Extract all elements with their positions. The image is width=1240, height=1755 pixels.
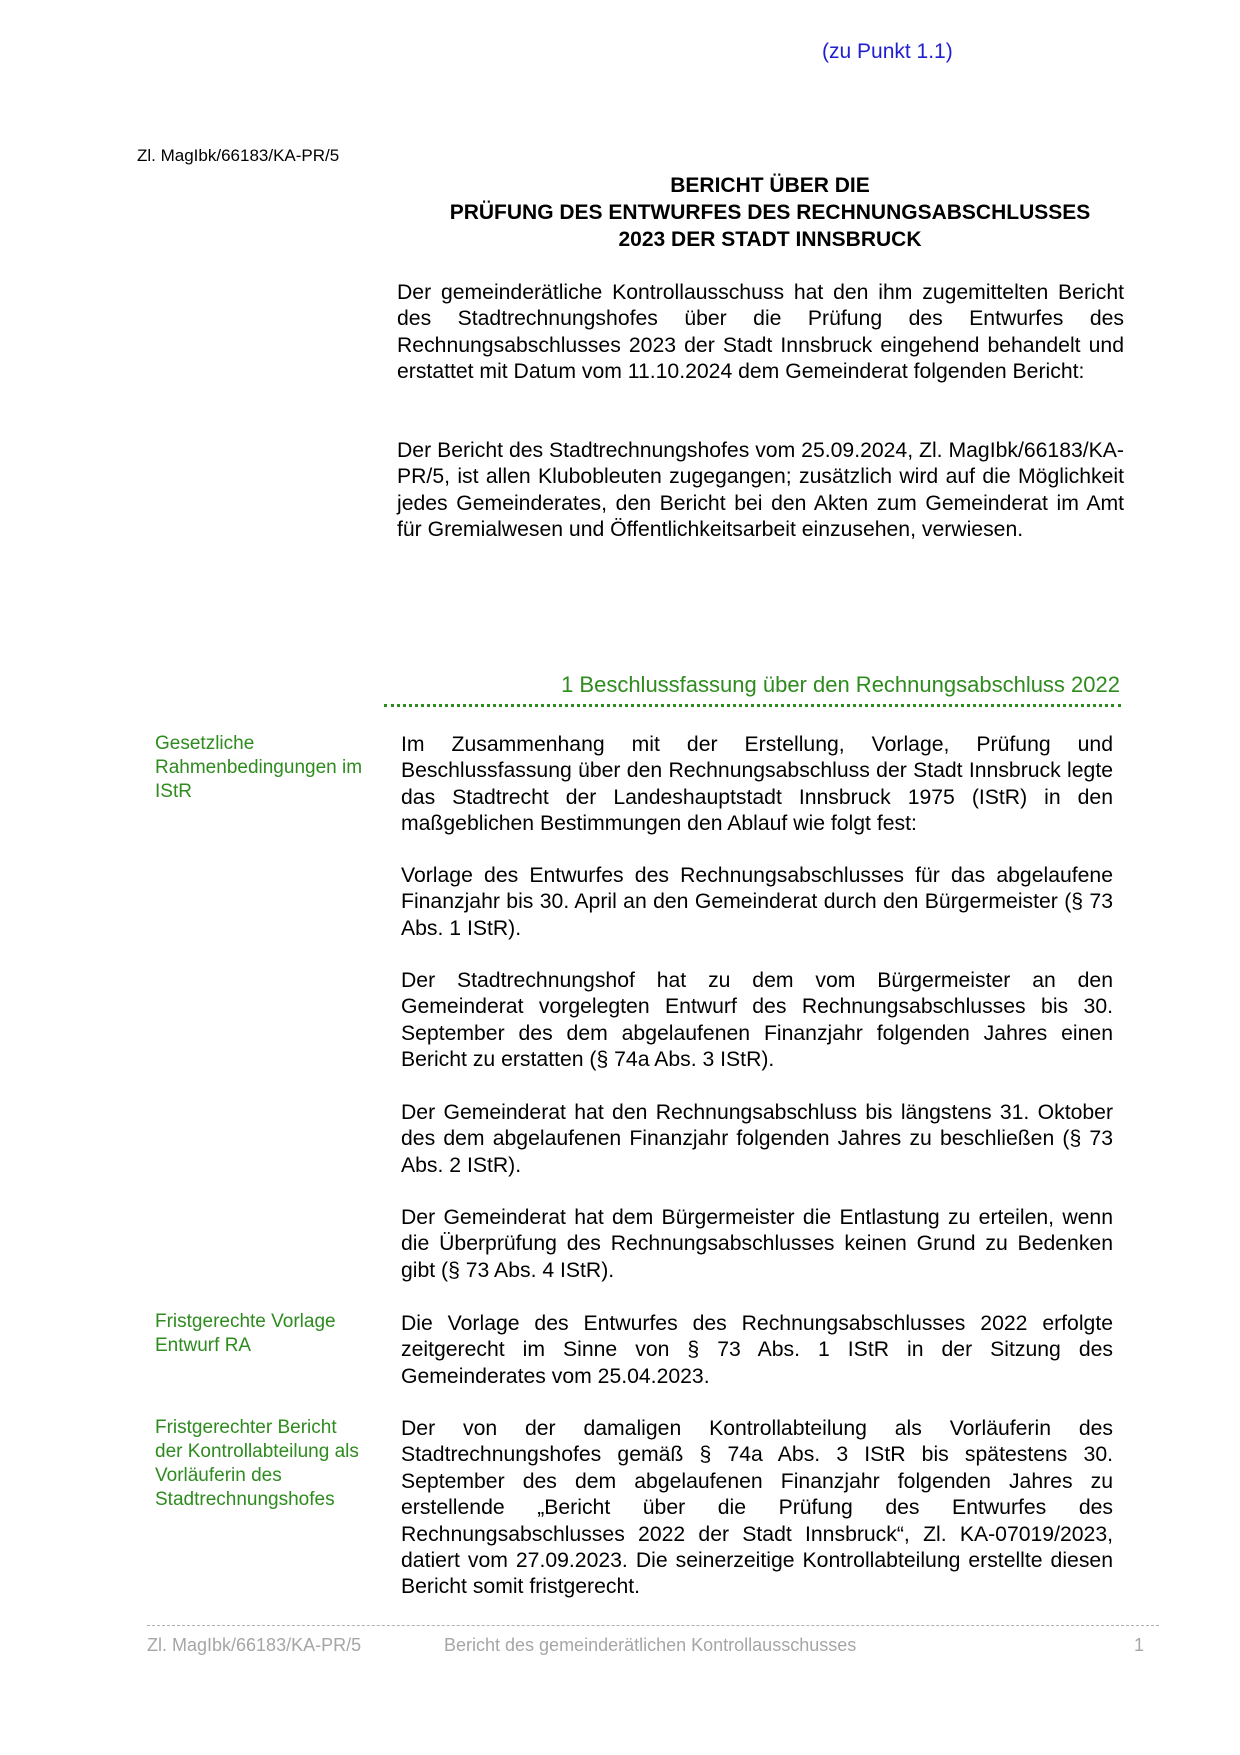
document-title — [400, 172, 1140, 253]
margin-note-legal-framework: Gesetzliche Rahmenbedingungen im IStR — [155, 733, 363, 802]
file-reference: Zl. MagIbk/66183/KA-PR/5 — [137, 146, 340, 165]
body-paragraph: Der von der damaligen Kontrollabteilung als Vorläuferin des Stadtrechnungshofes gemäß § 74a Abs. 3 IStR bis spätestens 30. September des dem abgelaufenen Finanzjahr folgenden Jahres zu erstellende „Bericht über die Prüfung des Entwurfes des Rechnungsabschlusses 2022 der Stadt Innsbruck“, Zl. KA-07019/2023, datiert vom 27.09.2023. Die seinerzeitige Kontrollabteilung erstellte diesen Bericht somit fristgerecht. — [401, 1417, 1113, 1599]
title-line-3: 2023 DER STADT INNSBRUCK — [618, 228, 922, 251]
footer-divider — [147, 1625, 1159, 1626]
title-line-1: BERICHT ÜBER DIE — [670, 174, 870, 197]
title-line-2: PRÜFUNG DES ENTWURFES DES RECHNUNGSABSCHLUSSES — [449, 201, 1091, 224]
section-divider — [384, 704, 1121, 707]
margin-note-timely-report: Fristgerechter Bericht der Kontrollabteilung als Vorläuferin des Stadtrechnungshofes — [155, 1417, 359, 1510]
agenda-reference: (zu Punkt 1.1) — [822, 40, 953, 63]
body-paragraph: Im Zusammenhang mit der Erstellung, Vorlage, Prüfung und Beschlussfassung über den Rechnungsabschluss der Stadt Innsbruck legte das Stadtrecht der Landeshauptstadt Innsbruck 1975 (IStR) in den maßgeblichen Bestimmungen den Ablauf wie folgt fest: — [401, 733, 1113, 836]
body-paragraph: Der Gemeinderat hat den Rechnungsabschluss bis längstens 31. Oktober des dem abgelaufenen Finanzjahr folgenden Jahres zu beschließen (§ 73 Abs. 2 IStR). — [401, 1101, 1113, 1177]
body-paragraph: Der Stadtrechnungshof hat zu dem vom Bürgermeister an den Gemeinderat vorgelegten Entwurf des Rechnungsabschlusses bis 30. September des dem abgelaufenen Finanzjahr folgenden Jahres einen Bericht zu erstatten (§ 74a Abs. 3 IStR). — [401, 969, 1113, 1072]
section-heading: 1 Beschlussfassung über den Rechnungsabschluss 2022 — [561, 672, 1120, 697]
intro-paragraph-2: Der Bericht des Stadtrechnungshofes vom 25.09.2024, Zl. MagIbk/66183/KA-PR/5, ist allen Klubobleuten zugegangen; zusätzlich wird auf die Möglichkeit jedes Gemeinderates, den Bericht bei den Akten zum Gemeinderat im Amt für Gremialwesen und Öffentlichkeitsarbeit einzusehen, verwiesen. — [397, 439, 1124, 542]
body-paragraph: Vorlage des Entwurfes des Rechnungsabschlusses für das abgelaufene Finanzjahr bis 30. April an den Gemeinderat durch den Bürgermeister (§ 73 Abs. 1 IStR). — [401, 864, 1113, 940]
footer-page-number: 1 — [1134, 1635, 1145, 1655]
footer-file-reference: Zl. MagIbk/66183/KA-PR/5 — [147, 1635, 362, 1655]
body-paragraph: Der Gemeinderat hat dem Bürgermeister die Entlastung zu erteilen, wenn die Überprüfung des Rechnungsabschlusses keinen Grund zu Bedenken gibt (§ 73 Abs. 4 IStR). — [401, 1206, 1113, 1282]
body-paragraph: Die Vorlage des Entwurfes des Rechnungsabschlusses 2022 erfolgte zeitgerecht im Sinne von § 73 Abs. 1 IStR in der Sitzung des Gemeinderates vom 25.04.2023. — [401, 1312, 1113, 1388]
margin-note-timely-submission: Fristgerechte Vorlage Entwurf RA — [155, 1311, 336, 1356]
footer-document-title: Bericht des gemeinderätlichen Kontrollausschusses — [444, 1635, 857, 1655]
intro-paragraph-1: Der gemeinderätliche Kontrollausschuss hat den ihm zugemittelten Bericht des Stadtrechnungshofes über die Prüfung des Entwurfes des Rechnungsabschlusses 2023 der Stadt Innsbruck eingehend behandelt und erstattet mit Datum vom 11.10.2024 dem Gemeinderat folgenden Bericht: — [397, 281, 1124, 384]
